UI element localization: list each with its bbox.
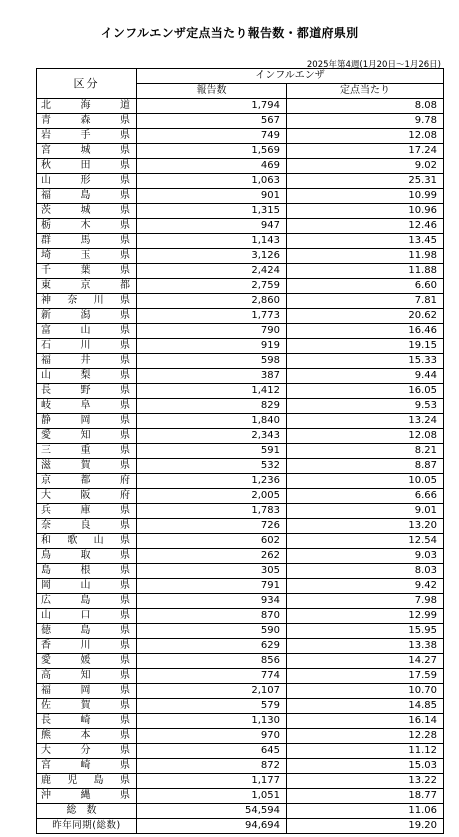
reports-cell: 1,177 bbox=[137, 774, 287, 789]
reports-cell: 305 bbox=[137, 564, 287, 579]
reports-cell: 2,107 bbox=[137, 684, 287, 699]
prefecture-name: 岐阜県 bbox=[37, 399, 137, 414]
total-label: 総数 bbox=[37, 804, 137, 819]
table-row bbox=[37, 144, 444, 159]
per-site-cell: 10.70 bbox=[287, 684, 444, 699]
reports-cell: 590 bbox=[137, 624, 287, 639]
reports-cell: 970 bbox=[137, 729, 287, 744]
per-site-cell: 7.81 bbox=[287, 294, 444, 309]
reports-cell: 532 bbox=[137, 459, 287, 474]
table-row bbox=[37, 714, 444, 729]
reports-cell: 872 bbox=[137, 759, 287, 774]
per-site-cell: 16.05 bbox=[287, 384, 444, 399]
page-title: インフルエンザ定点当たり報告数・都道府県別 bbox=[100, 26, 359, 40]
prefecture-name: 茨城県 bbox=[37, 204, 137, 219]
per-site-cell: 15.95 bbox=[287, 624, 444, 639]
table-row bbox=[37, 249, 444, 264]
prefecture-name: 富山県 bbox=[37, 324, 137, 339]
table-row bbox=[37, 189, 444, 204]
reports-cell: 791 bbox=[137, 579, 287, 594]
per-site-cell: 6.60 bbox=[287, 279, 444, 294]
per-site-cell: 13.20 bbox=[287, 519, 444, 534]
table-row bbox=[37, 264, 444, 279]
reports-cell: 856 bbox=[137, 654, 287, 669]
prefecture-name: 青森県 bbox=[37, 114, 137, 129]
prefecture-name: 神奈川県 bbox=[37, 294, 137, 309]
per-site-cell: 12.08 bbox=[287, 429, 444, 444]
per-site-cell: 16.46 bbox=[287, 324, 444, 339]
per-site-cell: 8.21 bbox=[287, 444, 444, 459]
prefecture-name: 和歌山県 bbox=[37, 534, 137, 549]
prefecture-name: 北海道 bbox=[37, 99, 137, 114]
prefecture-name: 群馬県 bbox=[37, 234, 137, 249]
prefecture-name: 高知県 bbox=[37, 669, 137, 684]
reports-cell: 1,130 bbox=[137, 714, 287, 729]
prefecture-name: 愛媛県 bbox=[37, 654, 137, 669]
reports-cell: 1,063 bbox=[137, 174, 287, 189]
table-row bbox=[37, 429, 444, 444]
per-site-cell: 16.14 bbox=[287, 714, 444, 729]
per-site-cell: 13.45 bbox=[287, 234, 444, 249]
prefecture-name: 滋賀県 bbox=[37, 459, 137, 474]
table-row bbox=[37, 414, 444, 429]
total-reports: 54,594 bbox=[137, 804, 287, 819]
table-row bbox=[37, 744, 444, 759]
reports-cell: 387 bbox=[137, 369, 287, 384]
per-site-cell: 9.01 bbox=[287, 504, 444, 519]
reports-cell: 1,051 bbox=[137, 789, 287, 804]
prefecture-name: 山形県 bbox=[37, 174, 137, 189]
reports-cell: 2,860 bbox=[137, 294, 287, 309]
prefecture-name: 大分県 bbox=[37, 744, 137, 759]
table-row bbox=[37, 489, 444, 504]
reports-cell: 749 bbox=[137, 129, 287, 144]
per-site-cell: 11.88 bbox=[287, 264, 444, 279]
per-site-cell: 8.03 bbox=[287, 564, 444, 579]
table-row bbox=[37, 339, 444, 354]
prefecture-name: 熊本県 bbox=[37, 729, 137, 744]
table-row bbox=[37, 684, 444, 699]
prefecture-name: 長崎県 bbox=[37, 714, 137, 729]
reports-cell: 469 bbox=[137, 159, 287, 174]
reports-cell: 1,143 bbox=[137, 234, 287, 249]
reports-cell: 1,840 bbox=[137, 414, 287, 429]
prefecture-name: 山梨県 bbox=[37, 369, 137, 384]
reports-cell: 1,412 bbox=[137, 384, 287, 399]
reports-cell: 591 bbox=[137, 444, 287, 459]
table-row bbox=[37, 504, 444, 519]
per-site-cell: 15.03 bbox=[287, 759, 444, 774]
kubun-header: 区分 bbox=[37, 69, 137, 99]
period-label: 2025年第4週(1月20日～1月26日) bbox=[306, 60, 441, 70]
prefecture-name: 徳島県 bbox=[37, 624, 137, 639]
table-row bbox=[37, 789, 444, 804]
reports-cell: 1,315 bbox=[137, 204, 287, 219]
table-row bbox=[37, 174, 444, 189]
reports-cell: 2,005 bbox=[137, 489, 287, 504]
prefecture-name: 千葉県 bbox=[37, 264, 137, 279]
table-row bbox=[37, 399, 444, 414]
reports-cell: 598 bbox=[137, 354, 287, 369]
per-site-cell: 9.53 bbox=[287, 399, 444, 414]
table-row bbox=[37, 669, 444, 684]
prefecture-name: 大阪府 bbox=[37, 489, 137, 504]
prev-year-label: 昨年同期(総数) bbox=[37, 819, 137, 834]
table-row bbox=[37, 729, 444, 744]
per-site-cell: 13.22 bbox=[287, 774, 444, 789]
reports-cell: 567 bbox=[137, 114, 287, 129]
prefecture-name: 鳥取県 bbox=[37, 549, 137, 564]
per-site-cell: 17.59 bbox=[287, 669, 444, 684]
table-row bbox=[37, 639, 444, 654]
reports-cell: 1,569 bbox=[137, 144, 287, 159]
table-row bbox=[37, 759, 444, 774]
prev-year-row bbox=[37, 819, 444, 834]
per-site-cell: 10.05 bbox=[287, 474, 444, 489]
prev-year-per-site: 19.20 bbox=[287, 819, 444, 834]
table-row bbox=[37, 624, 444, 639]
prefecture-name: 東京都 bbox=[37, 279, 137, 294]
per-site-cell: 13.24 bbox=[287, 414, 444, 429]
reports-cell: 3,126 bbox=[137, 249, 287, 264]
per-site-cell: 20.62 bbox=[287, 309, 444, 324]
per-site-cell: 10.96 bbox=[287, 204, 444, 219]
prefecture-name: 宮崎県 bbox=[37, 759, 137, 774]
table-row bbox=[37, 114, 444, 129]
reports-cell: 901 bbox=[137, 189, 287, 204]
prefecture-name: 京都府 bbox=[37, 474, 137, 489]
table-row bbox=[37, 324, 444, 339]
reports-cell: 2,343 bbox=[137, 429, 287, 444]
prefecture-name: 香川県 bbox=[37, 639, 137, 654]
reports-column-header: 報告数 bbox=[137, 84, 287, 99]
prefecture-name: 栃木県 bbox=[37, 219, 137, 234]
per-site-cell: 12.99 bbox=[287, 609, 444, 624]
reports-cell: 1,236 bbox=[137, 474, 287, 489]
reports-cell: 919 bbox=[137, 339, 287, 354]
table-row bbox=[37, 369, 444, 384]
prefecture-name: 福井県 bbox=[37, 354, 137, 369]
reports-cell: 2,759 bbox=[137, 279, 287, 294]
table-row bbox=[37, 204, 444, 219]
prefecture-name: 奈良県 bbox=[37, 519, 137, 534]
per-site-cell: 12.46 bbox=[287, 219, 444, 234]
table-row bbox=[37, 384, 444, 399]
prefecture-name: 新潟県 bbox=[37, 309, 137, 324]
table-row bbox=[37, 699, 444, 714]
reports-cell: 2,424 bbox=[137, 264, 287, 279]
table-row bbox=[37, 609, 444, 624]
per-site-cell: 9.02 bbox=[287, 159, 444, 174]
per-site-cell: 18.77 bbox=[287, 789, 444, 804]
table-row bbox=[37, 774, 444, 789]
per-site-cell: 19.15 bbox=[287, 339, 444, 354]
table-row bbox=[37, 579, 444, 594]
table-row bbox=[37, 219, 444, 234]
prefecture-name: 沖縄県 bbox=[37, 789, 137, 804]
table-row bbox=[37, 654, 444, 669]
reports-cell: 934 bbox=[137, 594, 287, 609]
per-site-cell: 12.08 bbox=[287, 129, 444, 144]
prefecture-name: 岩手県 bbox=[37, 129, 137, 144]
reports-cell: 726 bbox=[137, 519, 287, 534]
total-row bbox=[37, 804, 444, 819]
prefecture-name: 三重県 bbox=[37, 444, 137, 459]
table-row bbox=[37, 519, 444, 534]
per-site-cell: 13.38 bbox=[287, 639, 444, 654]
prefecture-name: 福岡県 bbox=[37, 684, 137, 699]
table-row bbox=[37, 459, 444, 474]
reports-cell: 602 bbox=[137, 534, 287, 549]
per-site-cell: 15.33 bbox=[287, 354, 444, 369]
prefecture-name: 岡山県 bbox=[37, 579, 137, 594]
reports-cell: 629 bbox=[137, 639, 287, 654]
influenza-group-header: インフルエンザ bbox=[137, 69, 444, 84]
per-site-cell: 11.98 bbox=[287, 249, 444, 264]
reports-cell: 579 bbox=[137, 699, 287, 714]
prefecture-name: 広島県 bbox=[37, 594, 137, 609]
per-site-cell: 9.78 bbox=[287, 114, 444, 129]
per-site-cell: 8.87 bbox=[287, 459, 444, 474]
reports-cell: 645 bbox=[137, 744, 287, 759]
prefecture-name: 佐賀県 bbox=[37, 699, 137, 714]
table-row bbox=[37, 534, 444, 549]
prefecture-name: 静岡県 bbox=[37, 414, 137, 429]
table-body bbox=[37, 99, 444, 804]
per-site-column-header: 定点当たり bbox=[287, 84, 444, 99]
reports-cell: 262 bbox=[137, 549, 287, 564]
per-site-cell: 12.54 bbox=[287, 534, 444, 549]
per-site-cell: 17.24 bbox=[287, 144, 444, 159]
prefecture-name: 鹿児島県 bbox=[37, 774, 137, 789]
per-site-cell: 8.08 bbox=[287, 99, 444, 114]
table-row bbox=[37, 279, 444, 294]
prefecture-name: 愛知県 bbox=[37, 429, 137, 444]
per-site-cell: 9.03 bbox=[287, 549, 444, 564]
prefecture-name: 秋田県 bbox=[37, 159, 137, 174]
per-site-cell: 25.31 bbox=[287, 174, 444, 189]
per-site-cell: 7.98 bbox=[287, 594, 444, 609]
prefecture-name: 島根県 bbox=[37, 564, 137, 579]
prev-year-reports: 94,694 bbox=[137, 819, 287, 834]
reports-cell: 947 bbox=[137, 219, 287, 234]
prefecture-name: 埼玉県 bbox=[37, 249, 137, 264]
reports-cell: 829 bbox=[137, 399, 287, 414]
table-row bbox=[37, 99, 444, 114]
per-site-cell: 12.28 bbox=[287, 729, 444, 744]
reports-cell: 870 bbox=[137, 609, 287, 624]
per-site-cell: 14.27 bbox=[287, 654, 444, 669]
influenza-table bbox=[36, 68, 444, 834]
per-site-cell: 9.42 bbox=[287, 579, 444, 594]
prefecture-name: 福島県 bbox=[37, 189, 137, 204]
prefecture-name: 宮城県 bbox=[37, 144, 137, 159]
table-row bbox=[37, 129, 444, 144]
reports-cell: 774 bbox=[137, 669, 287, 684]
prefecture-name: 長野県 bbox=[37, 384, 137, 399]
reports-cell: 1,773 bbox=[137, 309, 287, 324]
per-site-cell: 11.12 bbox=[287, 744, 444, 759]
prefecture-name: 石川県 bbox=[37, 339, 137, 354]
table-row bbox=[37, 564, 444, 579]
prefecture-name: 兵庫県 bbox=[37, 504, 137, 519]
per-site-cell: 14.85 bbox=[287, 699, 444, 714]
per-site-cell: 10.99 bbox=[287, 189, 444, 204]
table-row bbox=[37, 159, 444, 174]
table-row bbox=[37, 309, 444, 324]
table-row bbox=[37, 294, 444, 309]
table-row bbox=[37, 354, 444, 369]
per-site-cell: 6.66 bbox=[287, 489, 444, 504]
per-site-cell: 9.44 bbox=[287, 369, 444, 384]
reports-cell: 790 bbox=[137, 324, 287, 339]
table-row bbox=[37, 474, 444, 489]
prefecture-name: 山口県 bbox=[37, 609, 137, 624]
table-row bbox=[37, 234, 444, 249]
reports-cell: 1,783 bbox=[137, 504, 287, 519]
total-per-site: 11.06 bbox=[287, 804, 444, 819]
reports-cell: 1,794 bbox=[137, 99, 287, 114]
table-row bbox=[37, 444, 444, 459]
table-row bbox=[37, 594, 444, 609]
table-row bbox=[37, 549, 444, 564]
